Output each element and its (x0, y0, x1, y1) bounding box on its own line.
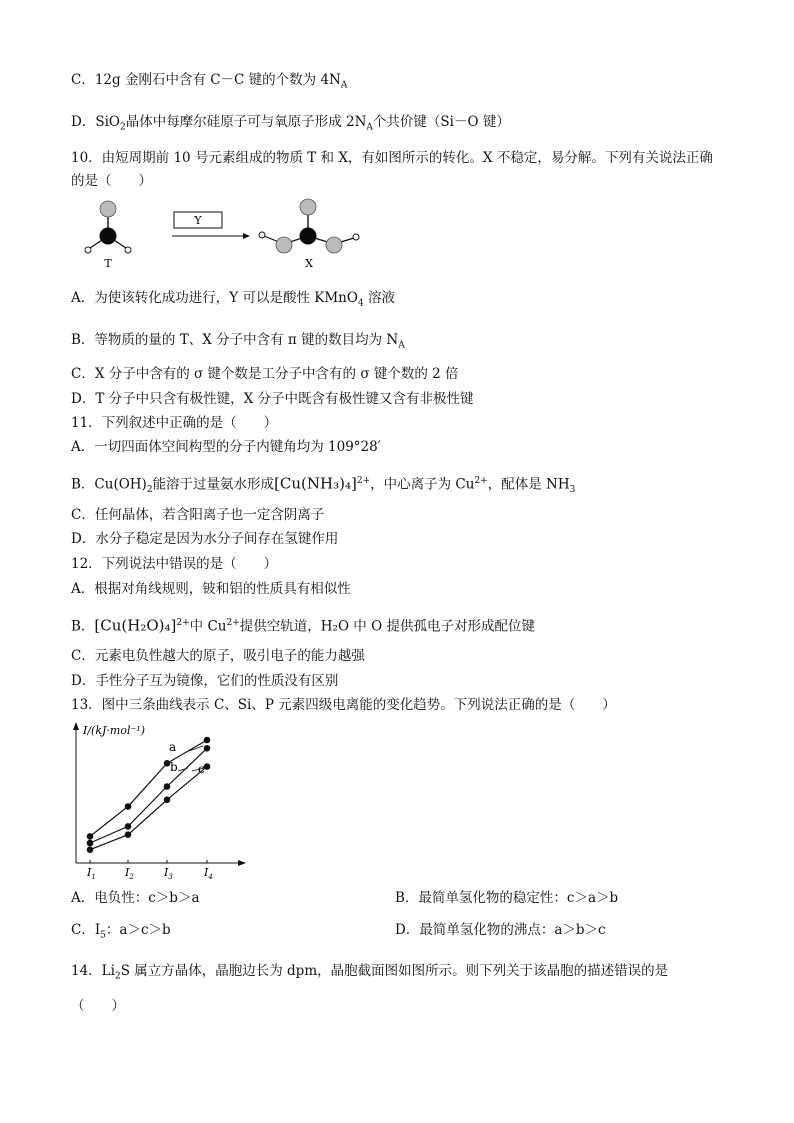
series-label-a: a (169, 740, 177, 754)
q14-stem-2: （ ） (71, 998, 125, 1014)
x-atom-h1 (259, 232, 265, 238)
data-point-a (125, 803, 132, 810)
q10-option-c: C．X 分子中含有的 σ 键个数是工分子中含有的 σ 键个数的 2 倍 (71, 366, 459, 382)
series-line-a (90, 740, 207, 836)
q11-option-b: B．$Cu(OH)_2$能溶于过量氨水形成$[Cu(NH_3)_4]^{2+}$，中心离子为 $Cu^{2+}$，配体是 $NH_3$ (71, 474, 576, 496)
t-atom-h2 (125, 247, 131, 253)
series-line-b (90, 748, 207, 843)
reagent-label: Y (194, 214, 202, 227)
q11-option-c: C．任何晶体，若含阳离子也一定含阴离子 (71, 507, 325, 523)
t-atom-h1 (85, 247, 91, 253)
t-label: T (104, 257, 112, 270)
molecule-transformation-figure (80, 196, 364, 270)
x-tick-label: $I_2$ (125, 866, 134, 880)
x-label: X (305, 257, 313, 270)
x-tick-label: $I_1$ (87, 866, 96, 880)
ionization-energy-chart (66, 720, 246, 880)
x-tick-label: $I_3$ (164, 866, 173, 880)
q12-stem: 12．下列说法中错误的是（ ） (71, 556, 278, 572)
t-atom-top (100, 201, 116, 217)
series-line-c (90, 767, 207, 850)
data-point-b (204, 745, 211, 752)
q10-stem: 10．由短周期前 10 号元素组成的物质 T 和 X，有如图所示的转化。X 不稳定，易分解。下列有关说法正确 (71, 150, 713, 166)
q13-stem: 13．图中三条曲线表示 C、Si、P 元素四级电离能的变化趋势。下列说法正确的是（ ） (71, 697, 616, 713)
x-atom-top (300, 199, 316, 215)
q11-stem: 11．下列叙述中正确的是（ ） (71, 415, 278, 431)
data-point-b (164, 783, 171, 790)
q10-option-d: D．T 分子中只含有极性键，X 分子中既含有极性键又含有非极性键 (71, 391, 474, 407)
q12-option-b: B．$[Cu(H_2O)_4]^{2+}$中 $Cu^{2+}$提供空轨道，H₂O 中 O 提供孤电子对形成配位键 (71, 616, 535, 635)
q13-option-b: B．最简单氢化物的稳定性：c＞a＞b (395, 890, 619, 906)
x-atom-left (276, 237, 292, 253)
q10-option-b: B．等物质的量的 T、X 分子中含有 π 键的数目均为 $N_A$ (71, 332, 405, 351)
data-point-b (87, 840, 94, 847)
x-atom-center (300, 228, 317, 245)
q10-stem-2: 的是（ ） (71, 173, 152, 189)
data-point-c (125, 831, 132, 838)
q11-option-d: D．水分子稳定是因为水分子间存在氢键作用 (71, 531, 339, 547)
q9-option-d: D．SiO$_2$晶体中每摩尔硅原子可与氧原子形成 $2N_A$个共价键（Si－O 键） (71, 114, 510, 133)
q12-option-a: A．根据对角线规则，铍和铝的性质具有相似性 (71, 581, 351, 597)
data-point-c (87, 846, 94, 853)
y-axis-label: I/(kJ·mol⁻¹) (83, 724, 145, 737)
q13-option-a: A．电负性：c＞b＞a (71, 890, 200, 906)
t-atom-center (100, 228, 117, 245)
q9-option-c: C．12g 金刚石中含有 C－C 键的个数为 $4N_A$ (71, 72, 348, 91)
q11-option-a: A．一切四面体空间构型的分子内键角均为 109°28′ (71, 439, 381, 455)
q12-option-d: D．手性分子互为镜像，它们的性质没有区别 (71, 673, 339, 689)
x-atom-h2 (353, 234, 359, 240)
data-point-a (204, 737, 211, 744)
q13-option-c: C．$I_5$：a＞c＞b (71, 922, 171, 941)
q10-option-a: A．为使该转化成功进行，Y 可以是酸性 KMnO$_4$ 溶液 (71, 290, 395, 309)
q12-option-c: C．元素电负性越大的原子，吸引电子的能力越强 (71, 648, 365, 664)
q14-stem: 14．$Li_2S$ 属立方晶体，晶胞边长为 dpm，晶胞截面图如图所示。则下列关于该晶胞的描述错误的是 (71, 963, 669, 982)
x-atom-right (326, 237, 342, 253)
series-label-c: c (198, 762, 205, 776)
x-tick-label: $I_4$ (204, 866, 213, 880)
series-label-b: b (170, 760, 178, 774)
q13-option-d: D．最简单氢化物的沸点：a＞b＞c (395, 922, 606, 938)
data-point-c (164, 797, 171, 804)
data-point-b (125, 823, 132, 830)
data-point-a (87, 833, 94, 840)
